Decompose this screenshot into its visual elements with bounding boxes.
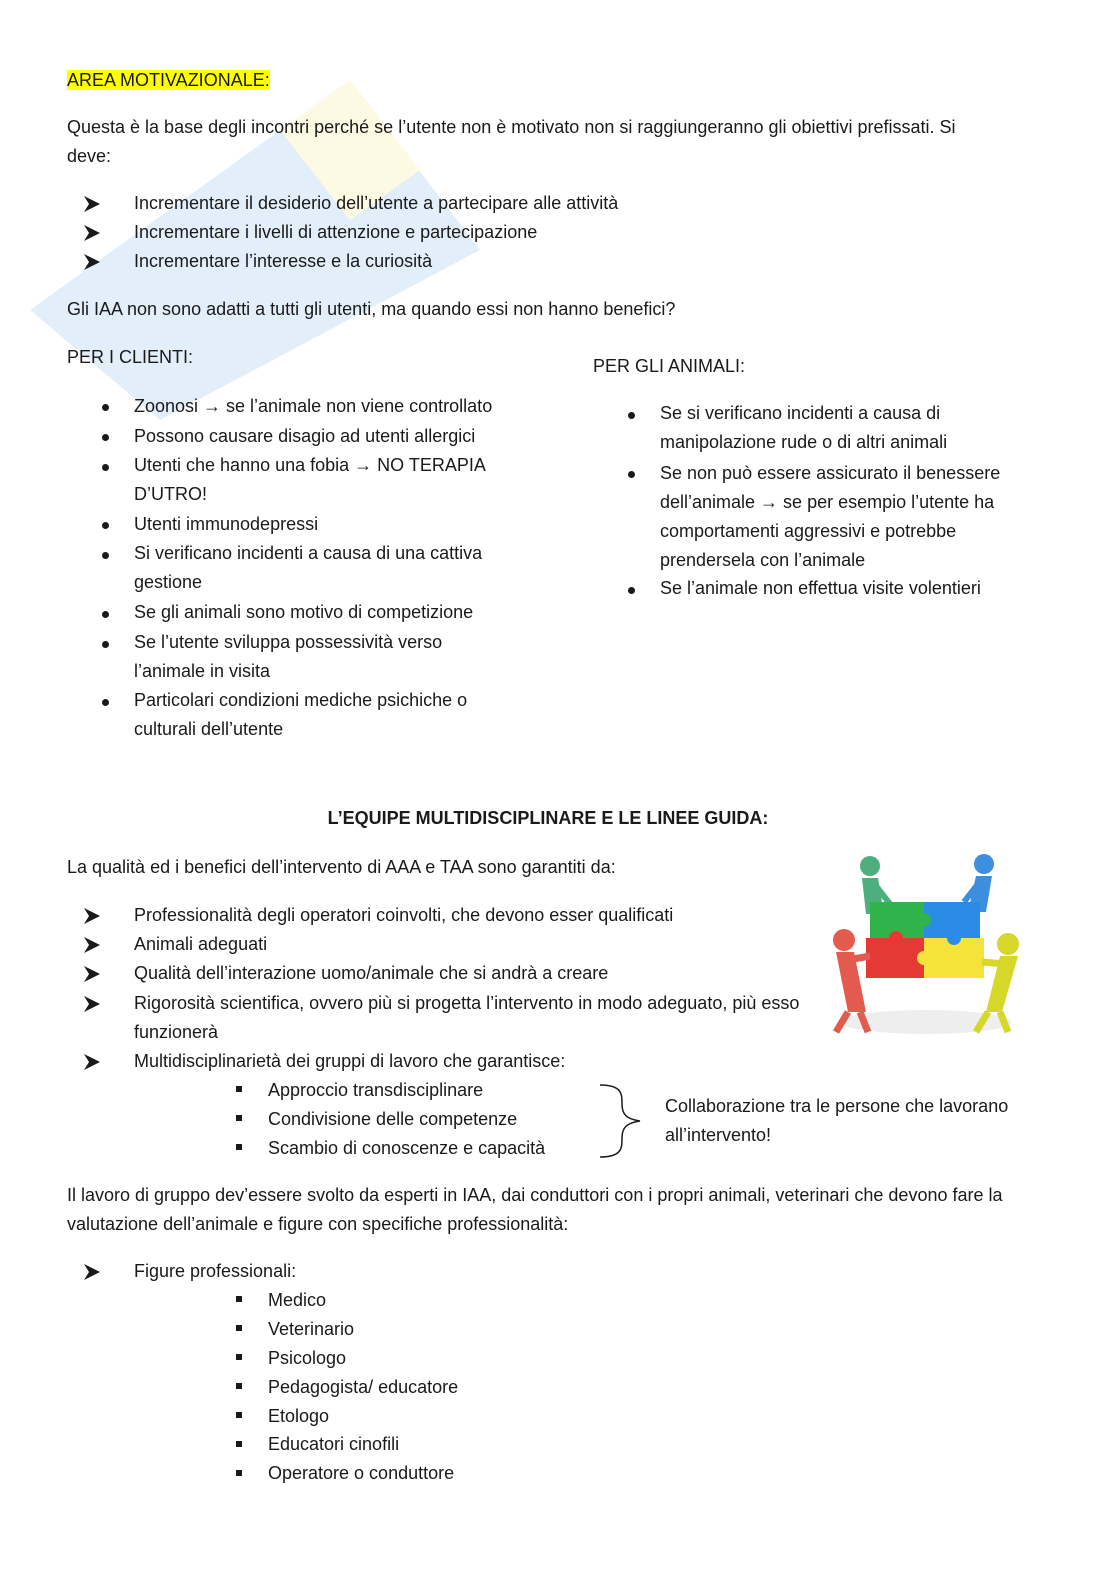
figure-item: Etologo — [268, 1406, 330, 1426]
animali-heading: PER GLI ANIMALI: — [593, 356, 746, 376]
list-item: Se gli animali sono motivo di competizione — [134, 602, 474, 622]
list-item: Incrementare l’interesse e la curiosità — [134, 251, 433, 271]
section-heading-motivazionale: AREA MOTIVAZIONALE: — [67, 70, 270, 90]
list-item: Incrementare i livelli di attenzione e partecipazione — [134, 222, 538, 242]
arrow-bullet-icon — [82, 935, 102, 955]
list-item: Zoonosi → se l’animale non viene controllato — [134, 396, 493, 416]
section-title-equipe: L’EQUIPE MULTIDISCIPLINARE E LE LINEE GUIDA: — [327, 808, 769, 828]
arrow-bullet-icon — [82, 1052, 102, 1072]
list-item: Qualità dell’interazione uomo/animale che si andrà a creare — [134, 963, 609, 983]
list-item: Utenti che hanno una fobia → NO TERAPIA D’UTRO! — [134, 455, 485, 504]
square-bullet-icon — [236, 1144, 242, 1150]
intro-paragraph-line1: Questa è la base degli incontri perché se l’utente non è motivato non si raggiungeranno gli obiettivi prefissati. Si — [67, 117, 956, 137]
list-item: Se l’utente sviluppa possessività verso l’animale in visita — [134, 632, 443, 681]
square-bullet-icon — [236, 1470, 242, 1476]
arrow-bullet-icon — [82, 223, 102, 243]
square-bullet-icon — [236, 1441, 242, 1447]
arrow-bullet-icon — [82, 252, 102, 272]
sub-list-item: Condivisione delle competenze — [268, 1109, 518, 1129]
bullet-dot-icon — [628, 412, 635, 419]
bullet-dot-icon — [102, 699, 109, 706]
square-bullet-icon — [236, 1354, 242, 1360]
arrow-bullet-icon — [82, 1262, 102, 1282]
puzzle-team-illustration — [826, 852, 1026, 1038]
sub-list-item: Scambio di conoscenze e capacità — [268, 1138, 546, 1158]
right-brace-icon — [596, 1082, 646, 1160]
intro-paragraph-line2: deve: — [67, 146, 112, 166]
bullet-dot-icon — [102, 404, 109, 411]
brace-note: Collaborazione tra le persone che lavorano all’intervento! — [665, 1096, 1009, 1145]
list-item: Utenti immunodepressi — [134, 514, 319, 534]
bullet-dot-icon — [628, 587, 635, 594]
question-text: Gli IAA non sono adatti a tutti gli utenti, ma quando essi non hanno benefici? — [67, 299, 676, 319]
figures-label: Figure professionali: — [134, 1261, 297, 1281]
square-bullet-icon — [236, 1325, 242, 1331]
bullet-dot-icon — [102, 464, 109, 471]
list-item: Possono causare disagio ad utenti allergici — [134, 426, 476, 446]
bullet-dot-icon — [102, 552, 109, 559]
square-bullet-icon — [236, 1383, 242, 1389]
arrow-bullet-icon — [82, 906, 102, 926]
list-item: Incrementare il desiderio dell’utente a partecipare alle attività — [134, 193, 619, 213]
list-item: Se non può essere assicurato il benessere dell’animale → se per esempio l’utente ha comportamenti aggressivi e potrebbe prendersela con l’animale — [660, 463, 1001, 570]
list-item: Particolari condizioni mediche psichiche o culturali dell’utente — [134, 690, 468, 739]
figure-item: Medico — [268, 1290, 327, 1310]
figure-item: Psicologo — [268, 1348, 347, 1368]
list-item: Multidisciplinarietà dei gruppi di lavoro che garantisce: — [134, 1051, 566, 1071]
bullet-dot-icon — [628, 471, 635, 478]
list-item: Animali adeguati — [134, 934, 268, 954]
arrow-bullet-icon — [82, 964, 102, 984]
square-bullet-icon — [236, 1115, 242, 1121]
bullet-dot-icon — [102, 611, 109, 618]
figure-item: Pedagogista/ educatore — [268, 1377, 459, 1397]
bullet-dot-icon — [102, 522, 109, 529]
list-item: Si verificano incidenti a causa di una cattiva gestione — [134, 543, 483, 592]
clienti-heading: PER I CLIENTI: — [67, 347, 194, 367]
bullet-dot-icon — [102, 434, 109, 441]
list-item: Professionalità degli operatori coinvolti, che devono esser qualificati — [134, 905, 674, 925]
equipe-intro: La qualità ed i benefici dell’intervento di AAA e TAA sono garantiti da: — [67, 857, 616, 877]
square-bullet-icon — [236, 1086, 242, 1092]
list-item: Se si verificano incidenti a causa di manipolazione rude o di altri animali — [660, 403, 948, 452]
figure-item: Veterinario — [268, 1319, 355, 1339]
square-bullet-icon — [236, 1296, 242, 1302]
square-bullet-icon — [236, 1412, 242, 1418]
arrow-bullet-icon — [82, 194, 102, 214]
list-item: Se l’animale non effettua visite volentieri — [660, 578, 981, 598]
equipe-paragraph: Il lavoro di gruppo dev’essere svolto da esperti in IAA, dai conduttori con i propri animali, veterinari che devono fare la valutazione dell’animale e figure con specifiche professionalità: — [67, 1185, 1003, 1234]
bullet-dot-icon — [102, 641, 109, 648]
figure-item: Educatori cinofili — [268, 1434, 400, 1454]
list-item: Rigorosità scientifica, ovvero più si progetta l’intervento in modo adeguato, più esso funzionerà — [134, 993, 800, 1042]
figure-item: Operatore o conduttore — [268, 1463, 455, 1483]
arrow-bullet-icon — [82, 994, 102, 1014]
sub-list-item: Approccio transdisciplinare — [268, 1080, 484, 1100]
